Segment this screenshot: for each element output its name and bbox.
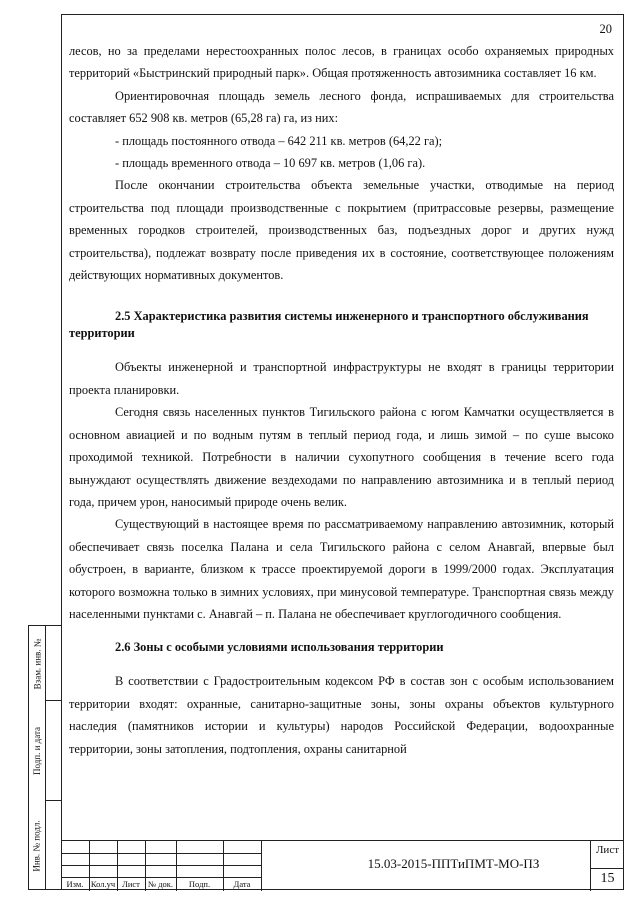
binding-sidebar: [28, 625, 61, 890]
sheet-label: Лист: [595, 844, 620, 856]
paragraph: Объекты инженерной и транспортной инфраструктуры не входят в границы территории проекта планировки.: [69, 360, 614, 397]
paragraph: Существующий в настоящее время по рассматриваемому направлению автозимник, который обеспечивает связь поселка Палана и села Тигильского района с селом Анавгай, впервые был обустроен, в варианте, близком к трассе проектируемой дороги в 1999/2000 годах. Эксплуатация которого возможна только в зимних условиях, при минусовой температуре. Транспортная связь между населенными пунктами с. Анавгай – п. Палана не обеспечивает круглогодичного сообщения.: [69, 517, 614, 621]
sidebar-podp-label: Подп. и дата: [32, 726, 42, 776]
paragraph: лесов, но за пределами нерестоохранных полос лесов, в границах особо охраняемых природных территорий «Быстринский природный парк». Общая протяженность автозимника составляет 16 км.: [69, 44, 614, 81]
sidebar-inv-label: Инв. № подл.: [32, 820, 42, 872]
document-code: 15.03-2015-ППТиПМТ-МО-ПЗ: [367, 856, 540, 871]
list-item: - площадь временного отвода – 10 697 кв. метров (1,06 га).: [115, 156, 426, 171]
stamp-col-label: Дата: [233, 879, 251, 889]
list-item: - площадь постоянного отвода – 642 211 кв. метров (64,22 га);: [115, 133, 443, 148]
paragraph: Ориентировочная площадь земель лесного фонда, испрашиваемых для строительства составляет 652 908 кв. метров (65,28 га) га, из них:: [69, 88, 614, 126]
sidebar-vzam-label: Взам. инв. №: [32, 638, 42, 689]
stamp-col-label: Кол.уч: [90, 879, 116, 889]
section-heading: 2.5 Характеристика развития системы инженерного и транспортного обслуживания территории: [69, 309, 589, 341]
sheet-number: 15: [591, 868, 624, 887]
stamp-col-label: Изм.: [66, 879, 84, 889]
revision-table: [61, 841, 261, 891]
document-body: [69, 40, 614, 760]
sheet-box: [590, 841, 624, 891]
section-heading: 2.6 Зоны с особыми условиями использования территории: [115, 640, 444, 655]
stamp-col-label: Подп.: [188, 879, 211, 889]
stamp-col-label: № док.: [147, 879, 174, 889]
stamp-col-label: Лист: [122, 879, 140, 889]
paragraph: Сегодня связь населенных пунктов Тигильского района с югом Камчатки осуществляется в основном авиацией и по водным путям в теплый период года, и лишь зимой – по суше высоко проходимой техникой. Потребности в наличии сухопутного сообщения в течение всего года вынуждают осуществлять движение вездеходами по направлению автозимника и в теплый период года, причем урон, наносимый природе очень велик.: [69, 405, 614, 509]
paragraph: В соответствии с Градостроительным кодексом РФ в состав зон с особым использованием территории входят: охранные, санитарно-защитные зоны, зоны охраны объектов культурного наследия (памятников истории и культуры) народов Российской Федерации, водоохранные территории, зоны затопления, подтопления, охраны санитарной: [69, 674, 614, 756]
page-number: 20: [599, 22, 612, 36]
paragraph: После окончании строительства объекта земельные участки, отводимые на период строительства под площади производственные с покрытием (притрассовые резервы, размещение временных городков строителей, производственных баз, подъездных дорог и других нужд строительства), подлежат возврату после приведения их в состояние, соответствующее положениям действующих нормативных документов.: [69, 178, 614, 283]
title-block: [61, 840, 624, 891]
